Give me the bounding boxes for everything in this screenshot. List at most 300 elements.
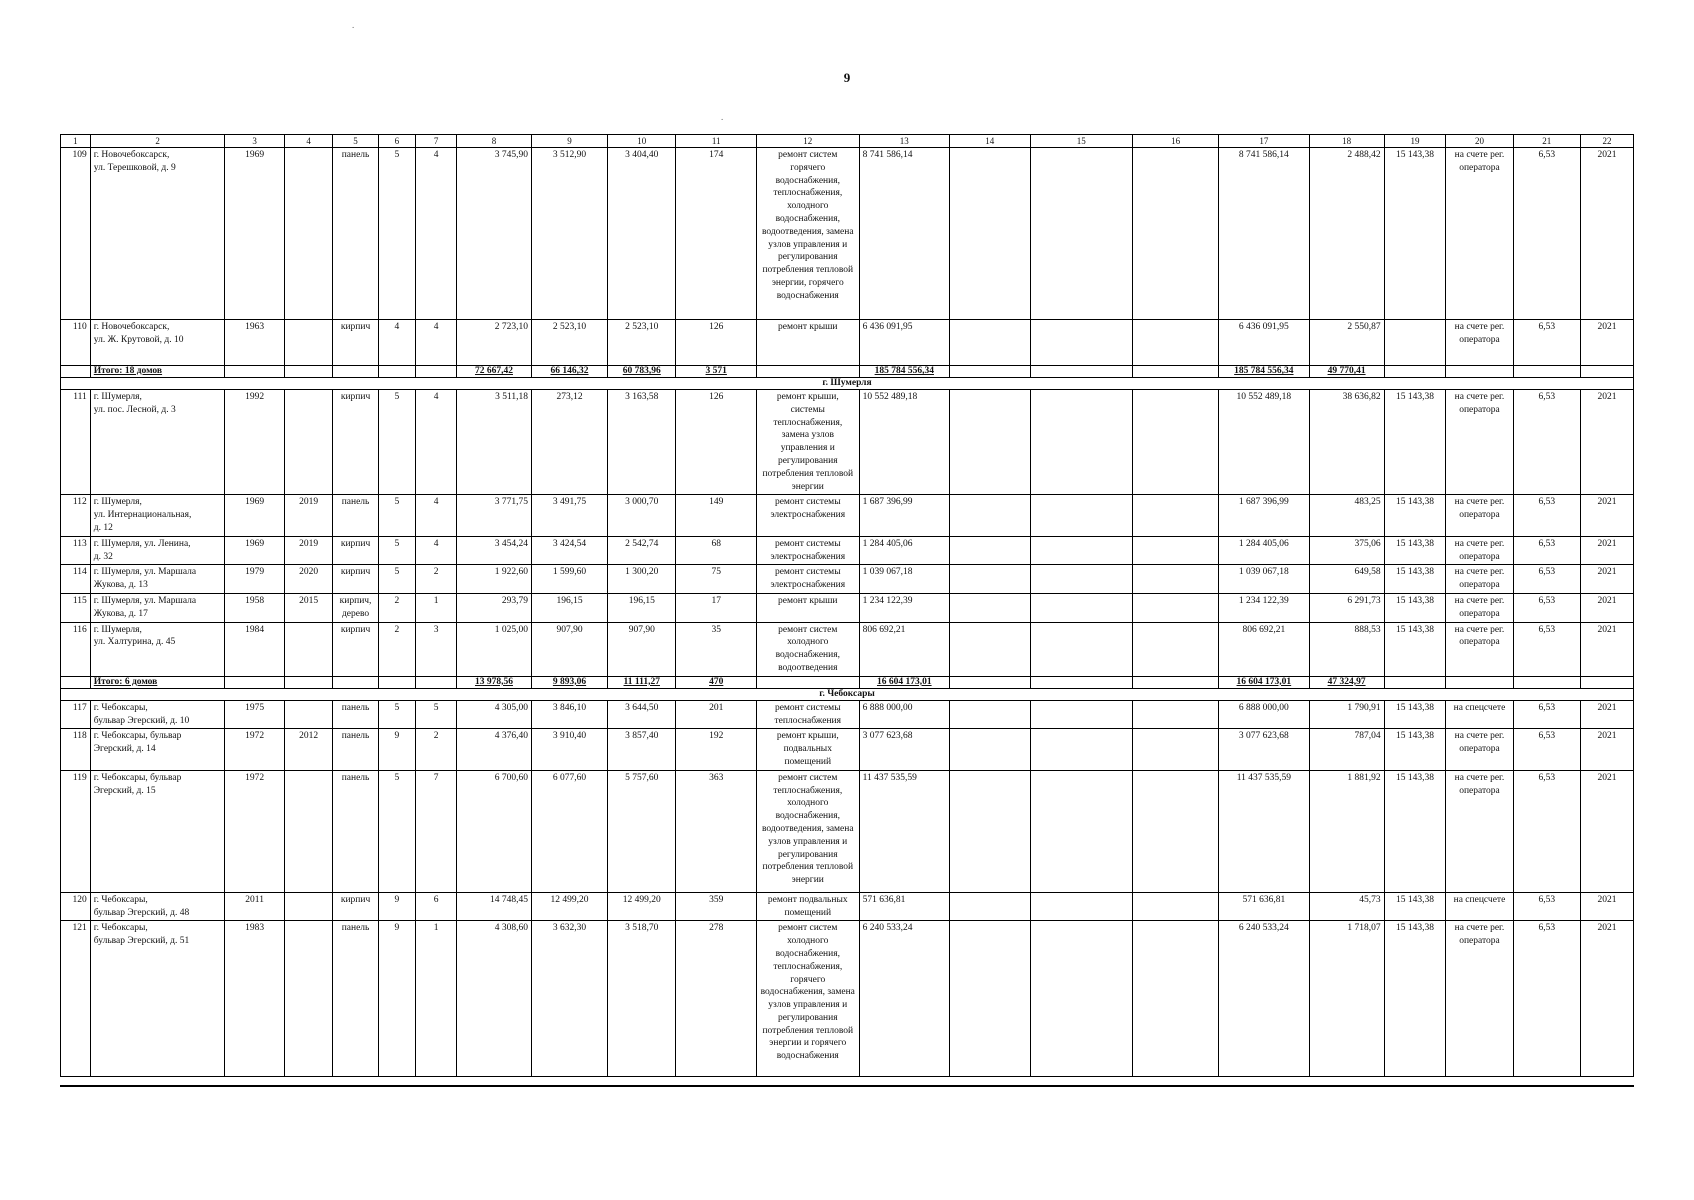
cell-c10: 907,90 [608,622,676,676]
cell-c14 [950,565,1031,594]
cell-c11: 278 [676,921,757,1077]
total-cell-c3 [225,676,285,688]
cell-c3: 1992 [225,390,285,495]
cell-c11: 17 [676,593,757,622]
cell-c21: 6,53 [1513,148,1580,320]
column-number: 7 [416,135,457,148]
cell-c19: 15 143,38 [1384,622,1446,676]
total-cell-c20 [1446,676,1513,688]
cell-c16 [1133,565,1219,594]
cell-c14 [950,148,1031,320]
cell-c14 [950,921,1031,1077]
cell-c7: 1 [416,593,457,622]
cell-c12: ремонт крыши [756,320,859,366]
cell-c10: 5 757,60 [608,770,676,892]
cell-c11: 359 [676,892,757,921]
total-cell-c6 [378,366,416,378]
column-number: 9 [531,135,607,148]
table-row [61,565,1634,594]
cell-c9: 3 846,10 [531,700,607,729]
cell-c11: 363 [676,770,757,892]
total-cell-c15 [1030,676,1133,688]
cell-c13: 1 039 067,18 [859,565,949,594]
cell-c17: 1 039 067,18 [1219,565,1309,594]
cell-c21: 6,53 [1513,622,1580,676]
column-number: 22 [1580,135,1633,148]
cell-c15 [1030,565,1133,594]
cell-n: 119 [61,770,91,892]
cell-c9: 3 424,54 [531,536,607,565]
cell-c5: кирпич [333,390,378,495]
cell-addr: г. Новочебоксарск, ул. Ж. Крутовой, д. 10 [90,320,225,366]
cell-n: 115 [61,593,91,622]
cell-c10: 12 499,20 [608,892,676,921]
table-row [61,622,1634,676]
cell-c20: на счете рег. оператора [1446,921,1513,1077]
cell-c19: 15 143,38 [1384,495,1446,536]
total-cell-c11: 470 [676,676,757,688]
cell-c8: 1 922,60 [456,565,531,594]
cell-c15 [1030,770,1133,892]
cell-c15 [1030,320,1133,366]
cell-n: 114 [61,565,91,594]
cell-c6: 5 [378,390,416,495]
cell-addr: г. Новочебоксарск, ул. Терешковой, д. 9 [90,148,225,320]
cell-c10: 3 518,70 [608,921,676,1077]
cell-c15 [1030,729,1133,770]
cell-c8: 4 376,40 [456,729,531,770]
cell-c5: кирпич [333,622,378,676]
total-cell-c9: 9 893,06 [531,676,607,688]
cell-n: 110 [61,320,91,366]
cell-c18: 1 790,91 [1309,700,1384,729]
cell-c19: 15 143,38 [1384,536,1446,565]
cell-c19: 15 143,38 [1384,729,1446,770]
cell-c15 [1030,536,1133,565]
cell-c4 [284,700,333,729]
cell-c13: 10 552 489,18 [859,390,949,495]
cell-c10: 3 163,58 [608,390,676,495]
cell-c19: 15 143,38 [1384,593,1446,622]
cell-c22: 2021 [1580,622,1633,676]
cell-c6: 4 [378,320,416,366]
cell-c11: 35 [676,622,757,676]
table-row [61,892,1634,921]
cell-c15 [1030,148,1133,320]
cell-c19: 15 143,38 [1384,921,1446,1077]
column-number-row [61,135,1634,148]
cell-c14 [950,700,1031,729]
cell-c17: 6 888 000,00 [1219,700,1309,729]
cell-n: 112 [61,495,91,536]
cell-c5: кирпич [333,565,378,594]
cell-c20: на счете рег. оператора [1446,729,1513,770]
cell-c5: кирпич [333,320,378,366]
cell-c18: 375,06 [1309,536,1384,565]
total-cell-c3 [225,366,285,378]
cell-c12: ремонт системы теплоснабжения [756,700,859,729]
cell-c6: 5 [378,495,416,536]
cell-c8: 293,79 [456,593,531,622]
cell-c7: 2 [416,729,457,770]
column-number: 13 [859,135,949,148]
cell-c18: 649,58 [1309,565,1384,594]
cell-c3: 1958 [225,593,285,622]
cell-c13: 571 636,81 [859,892,949,921]
cell-n: 118 [61,729,91,770]
cell-c21: 6,53 [1513,565,1580,594]
cell-c13: 8 741 586,14 [859,148,949,320]
cell-c17: 6 240 533,24 [1219,921,1309,1077]
cell-c4: 2019 [284,536,333,565]
cell-addr: г. Шумерля, ул. Маршала Жукова, д. 17 [90,593,225,622]
cell-c12: ремонт систем горячего водоснабжения, теплоснабжения, холодного водоснабжения, водоотведения, замена узлов управления и регулирования потребления тепловой энергии, горячего водоснабжения [756,148,859,320]
total-row [61,366,1634,378]
table-row [61,536,1634,565]
cell-c20: на счете рег. оператора [1446,770,1513,892]
cell-c22: 2021 [1580,536,1633,565]
cell-c12: ремонт крыши, системы теплоснабжения, замена узлов управления и регулирования потребления тепловой энергии [756,390,859,495]
cell-c4 [284,148,333,320]
table-row [61,921,1634,1077]
cell-c13: 6 436 091,95 [859,320,949,366]
table-row [61,729,1634,770]
column-number: 3 [225,135,285,148]
cell-c12: ремонт систем холодного водоснабжения, водоотведения [756,622,859,676]
cell-c16 [1133,148,1219,320]
cell-c9: 907,90 [531,622,607,676]
cell-c9: 273,12 [531,390,607,495]
cell-c20: на спецсчете [1446,700,1513,729]
cell-c3: 1975 [225,700,285,729]
total-cell-c21 [1513,676,1580,688]
cell-n: 109 [61,148,91,320]
cell-c7: 5 [416,700,457,729]
cell-c19: 15 143,38 [1384,565,1446,594]
cell-c18: 2 488,42 [1309,148,1384,320]
cell-c9: 196,15 [531,593,607,622]
total-cell-c13: 16 604 173,01 [859,676,949,688]
cell-c17: 3 077 623,68 [1219,729,1309,770]
cell-c17: 10 552 489,18 [1219,390,1309,495]
cell-c7: 4 [416,320,457,366]
cell-c8: 6 700,60 [456,770,531,892]
cell-c16 [1133,729,1219,770]
group-heading-row [61,688,1634,700]
cell-c18: 45,73 [1309,892,1384,921]
total-cell-c21 [1513,366,1580,378]
cell-c9: 3 512,90 [531,148,607,320]
cell-c20: на счете рег. оператора [1446,593,1513,622]
cell-c7: 3 [416,622,457,676]
cell-c9: 3 491,75 [531,495,607,536]
cell-n: 111 [61,390,91,495]
total-cell-c19 [1384,366,1446,378]
cell-c5: панель [333,770,378,892]
total-cell-c20 [1446,366,1513,378]
cell-c20: на счете рег. оператора [1446,622,1513,676]
cell-c15 [1030,921,1133,1077]
cell-c18: 1 718,07 [1309,921,1384,1077]
column-number: 8 [456,135,531,148]
total-cell-c14 [950,366,1031,378]
cell-c6: 5 [378,536,416,565]
cell-c16 [1133,770,1219,892]
column-number: 21 [1513,135,1580,148]
repair-program-table [60,134,1634,1077]
cell-c14 [950,320,1031,366]
cell-n: 113 [61,536,91,565]
cell-c3: 1983 [225,921,285,1077]
cell-c8: 1 025,00 [456,622,531,676]
cell-c3: 1969 [225,495,285,536]
cell-c10: 196,15 [608,593,676,622]
cell-c6: 5 [378,148,416,320]
cell-c12: ремонт систем холодного водоснабжения, теплоснабжения, горячего водоснабжения, замена узлов управления и регулирования потребления тепловой энергии и горячего водоснабжения [756,921,859,1077]
cell-c21: 6,53 [1513,770,1580,892]
total-cell-c8: 72 667,42 [456,366,531,378]
cell-c6: 9 [378,892,416,921]
cell-c3: 1972 [225,770,285,892]
cell-c22: 2021 [1580,495,1633,536]
total-cell-c14 [950,676,1031,688]
cell-addr: г. Чебоксары, бульвар Эгерский, д. 10 [90,700,225,729]
cell-c20: на спецсчете [1446,892,1513,921]
cell-c21: 6,53 [1513,892,1580,921]
cell-c13: 806 692,21 [859,622,949,676]
cell-c17: 806 692,21 [1219,622,1309,676]
cell-c22: 2021 [1580,320,1633,366]
cell-c17: 1 284 405,06 [1219,536,1309,565]
cell-c5: кирпич [333,536,378,565]
total-cell-c18: 47 324,97 [1309,676,1384,688]
cell-c15 [1030,390,1133,495]
total-cell-c11: 3 571 [676,366,757,378]
cell-c9: 3 632,30 [531,921,607,1077]
cell-c20: на счете рег. оператора [1446,536,1513,565]
cell-addr: г. Чебоксары, бульвар Эгерский, д. 48 [90,892,225,921]
cell-c21: 6,53 [1513,593,1580,622]
total-cell-c10: 11 111,27 [608,676,676,688]
cell-c18: 483,25 [1309,495,1384,536]
cell-c5: кирпич, дерево [333,593,378,622]
group-heading: г. Шумерля [61,378,1634,390]
cell-c22: 2021 [1580,390,1633,495]
cell-c4: 2015 [284,593,333,622]
cell-c19 [1384,320,1446,366]
cell-addr: г. Шумерля, ул. пос. Лесной, д. 3 [90,390,225,495]
column-number: 14 [950,135,1031,148]
cell-c16 [1133,390,1219,495]
bottom-rule [60,1085,1634,1087]
cell-c12: ремонт крыши, подвальных помещений [756,729,859,770]
cell-c19: 15 143,38 [1384,390,1446,495]
cell-c5: панель [333,700,378,729]
total-cell-c4 [284,366,333,378]
column-number: 5 [333,135,378,148]
cell-c20: на счете рег. оператора [1446,565,1513,594]
cell-c17: 8 741 586,14 [1219,148,1309,320]
total-cell-c7 [416,366,457,378]
total-cell-c22 [1580,676,1633,688]
cell-c13: 1 234 122,39 [859,593,949,622]
cell-c20: на счете рег. оператора [1446,148,1513,320]
cell-c4 [284,320,333,366]
cell-c22: 2021 [1580,770,1633,892]
cell-c7: 4 [416,148,457,320]
cell-c17: 1 234 122,39 [1219,593,1309,622]
cell-c22: 2021 [1580,729,1633,770]
cell-c4 [284,770,333,892]
cell-c13: 3 077 623,68 [859,729,949,770]
cell-c8: 3 511,18 [456,390,531,495]
cell-c12: ремонт подвальных помещений [756,892,859,921]
cell-c4: 2019 [284,495,333,536]
cell-c7: 7 [416,770,457,892]
cell-c17: 571 636,81 [1219,892,1309,921]
column-number: 17 [1219,135,1309,148]
cell-c21: 6,53 [1513,729,1580,770]
cell-c22: 2021 [1580,148,1633,320]
column-number: 19 [1384,135,1446,148]
column-number: 6 [378,135,416,148]
cell-c18: 2 550,87 [1309,320,1384,366]
cell-c15 [1030,700,1133,729]
cell-c6: 5 [378,565,416,594]
cell-c16 [1133,892,1219,921]
cell-c3: 1979 [225,565,285,594]
cell-c10: 2 523,10 [608,320,676,366]
cell-c12: ремонт системы электроснабжения [756,565,859,594]
cell-c22: 2021 [1580,892,1633,921]
cell-c16 [1133,536,1219,565]
cell-c6: 5 [378,700,416,729]
column-number: 1 [61,135,91,148]
cell-c20: на счете рег. оператора [1446,390,1513,495]
cell-c10: 3 000,70 [608,495,676,536]
cell-c10: 3 857,40 [608,729,676,770]
cell-c3: 1972 [225,729,285,770]
cell-c13: 6 888 000,00 [859,700,949,729]
cell-c18: 6 291,73 [1309,593,1384,622]
cell-c7: 1 [416,921,457,1077]
cell-c15 [1030,495,1133,536]
cell-c9: 3 910,40 [531,729,607,770]
cell-c11: 75 [676,565,757,594]
cell-c10: 3 404,40 [608,148,676,320]
cell-c22: 2021 [1580,565,1633,594]
cell-c8: 3 771,75 [456,495,531,536]
cell-addr: г. Чебоксары, бульвар Эгерский, д. 51 [90,921,225,1077]
total-cell-c6 [378,676,416,688]
column-number: 4 [284,135,333,148]
cell-c16 [1133,495,1219,536]
cell-c10: 2 542,74 [608,536,676,565]
cell-c8: 2 723,10 [456,320,531,366]
total-cell-c12 [756,366,859,378]
table-row [61,495,1634,536]
column-number: 10 [608,135,676,148]
total-cell-c17: 16 604 173,01 [1219,676,1309,688]
table-row [61,320,1634,366]
cell-c20: на счете рег. оператора [1446,495,1513,536]
cell-c8: 3 745,90 [456,148,531,320]
cell-addr: г. Шумерля, ул. Интернациональная, д. 12 [90,495,225,536]
total-cell-c8: 13 978,56 [456,676,531,688]
cell-c9: 12 499,20 [531,892,607,921]
cell-c12: ремонт системы электроснабжения [756,495,859,536]
cell-c14 [950,390,1031,495]
cell-c22: 2021 [1580,700,1633,729]
cell-addr: г. Чебоксары, бульвар Эгерский, д. 15 [90,770,225,892]
total-cell-n [61,366,91,378]
cell-c16 [1133,593,1219,622]
total-cell-c18: 49 770,41 [1309,366,1384,378]
total-cell-c22 [1580,366,1633,378]
total-cell-addr: Итого: 6 домов [90,676,225,688]
cell-c5: панель [333,148,378,320]
cell-addr: г. Шумерля, ул. Халтурина, д. 45 [90,622,225,676]
cell-c11: 68 [676,536,757,565]
cell-c12: ремонт крыши [756,593,859,622]
column-number: 15 [1030,135,1133,148]
column-number: 2 [90,135,225,148]
cell-c20: на счете рег. оператора [1446,320,1513,366]
cell-c10: 1 300,20 [608,565,676,594]
cell-c16 [1133,622,1219,676]
cell-n: 121 [61,921,91,1077]
cell-c18: 787,04 [1309,729,1384,770]
cell-addr: г. Чебоксары, бульвар Эгерский, д. 14 [90,729,225,770]
cell-c11: 201 [676,700,757,729]
cell-c14 [950,892,1031,921]
cell-n: 117 [61,700,91,729]
cell-c22: 2021 [1580,593,1633,622]
group-heading-row [61,378,1634,390]
cell-c6: 2 [378,622,416,676]
cell-addr: г. Шумерля, ул. Маршала Жукова, д. 13 [90,565,225,594]
cell-c3: 2011 [225,892,285,921]
column-number: 18 [1309,135,1384,148]
cell-c16 [1133,320,1219,366]
cell-c8: 3 454,24 [456,536,531,565]
cell-c3: 1969 [225,148,285,320]
cell-c4: 2012 [284,729,333,770]
cell-c9: 6 077,60 [531,770,607,892]
cell-c14 [950,593,1031,622]
total-cell-c17: 185 784 556,34 [1219,366,1309,378]
cell-c19: 15 143,38 [1384,770,1446,892]
page-number: 9 [843,70,851,85]
total-cell-c13: 185 784 556,34 [859,366,949,378]
cell-n: 120 [61,892,91,921]
cell-c7: 2 [416,565,457,594]
cell-c14 [950,770,1031,892]
table-row [61,593,1634,622]
cell-c16 [1133,700,1219,729]
table-body [61,135,1634,1077]
total-cell-c15 [1030,366,1133,378]
cell-c18: 888,53 [1309,622,1384,676]
cell-c17: 6 436 091,95 [1219,320,1309,366]
cell-c22: 2021 [1580,921,1633,1077]
cell-c5: панель [333,495,378,536]
total-row [61,676,1634,688]
cell-c18: 38 636,82 [1309,390,1384,495]
cell-c4 [284,921,333,1077]
total-cell-addr: Итого: 18 домов [90,366,225,378]
cell-c14 [950,622,1031,676]
